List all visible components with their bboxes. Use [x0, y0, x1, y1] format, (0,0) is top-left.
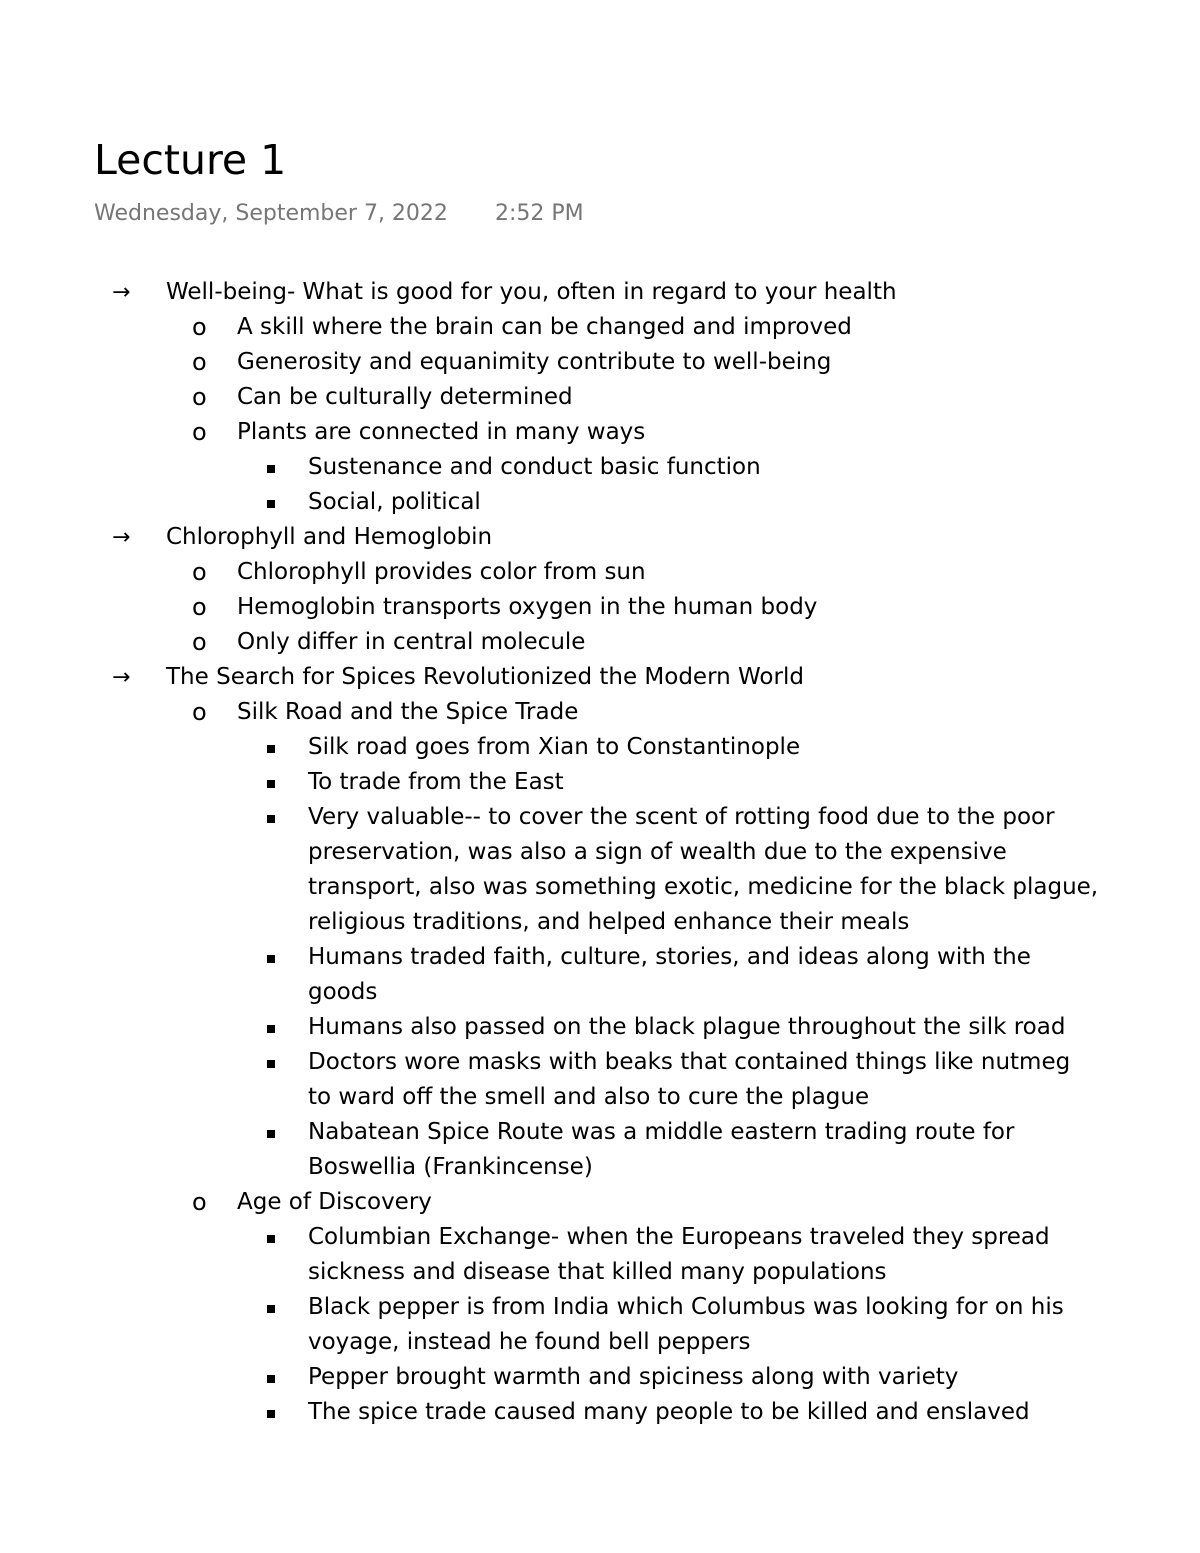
outline-line-text: goods — [308, 979, 378, 1005]
square-bullet-icon — [267, 465, 275, 473]
outline-line-text: Pepper brought warmth and spiciness along with variety — [308, 1364, 959, 1390]
outline-line-level-1 — [0, 520, 1200, 555]
arrow-bullet-icon: → — [112, 280, 131, 305]
circle-bullet-icon: o — [192, 313, 207, 341]
outline-line-level-2 — [0, 555, 1200, 590]
outline-line-text: religious traditions, and helped enhance their meals — [308, 909, 910, 935]
square-bullet-icon — [267, 1235, 275, 1243]
outline-line-level-3 — [0, 1395, 1200, 1430]
outline-line-level-3 — [0, 1080, 1200, 1115]
square-bullet-icon — [267, 1410, 275, 1418]
circle-bullet-icon: o — [192, 1188, 207, 1216]
outline-line-text: Columbian Exchange- when the Europeans traveled they spread — [308, 1224, 1050, 1250]
outline-line-level-3 — [0, 485, 1200, 520]
outline-line-text: Plants are connected in many ways — [237, 419, 646, 445]
outline-line-text: Hemoglobin transports oxygen in the human body — [237, 594, 818, 620]
outline-line-level-2 — [0, 1185, 1200, 1220]
circle-bullet-icon: o — [192, 628, 207, 656]
circle-bullet-icon: o — [192, 593, 207, 621]
outline-line-level-3 — [0, 905, 1200, 940]
outline-line-text: Humans traded faith, culture, stories, and ideas along with the — [308, 944, 1031, 970]
outline-line-text: Chlorophyll and Hemoglobin — [166, 524, 493, 550]
outline-line-text: Doctors wore masks with beaks that contained things like nutmeg — [308, 1049, 1071, 1075]
outline-line-text: voyage, instead he found bell peppers — [308, 1329, 751, 1355]
outline-line-text: To trade from the East — [308, 769, 564, 795]
outline-line-text: Very valuable-- to cover the scent of rotting food due to the poor — [308, 804, 1055, 830]
square-bullet-icon — [267, 1305, 275, 1313]
circle-bullet-icon: o — [192, 383, 207, 411]
outline-line-level-1 — [0, 660, 1200, 695]
square-bullet-icon — [267, 955, 275, 963]
outline-line-text: sickness and disease that killed many populations — [308, 1259, 887, 1285]
page-timestamp — [94, 199, 584, 229]
outline-line-level-1 — [0, 275, 1200, 310]
outline-line-text: Humans also passed on the black plague throughout the silk road — [308, 1014, 1066, 1040]
square-bullet-icon — [267, 815, 275, 823]
circle-bullet-icon: o — [192, 418, 207, 446]
square-bullet-icon — [267, 1025, 275, 1033]
square-bullet-icon — [267, 1375, 275, 1383]
outline-line-text: Generosity and equanimity contribute to well-being — [237, 349, 832, 375]
outline-line-text: Sustenance and conduct basic function — [308, 454, 761, 480]
circle-bullet-icon: o — [192, 558, 207, 586]
outline-line-level-3 — [0, 835, 1200, 870]
outline-line-level-3 — [0, 450, 1200, 485]
outline-line-level-3 — [0, 1255, 1200, 1290]
square-bullet-icon — [267, 1130, 275, 1138]
square-bullet-icon — [267, 1060, 275, 1068]
square-bullet-icon — [267, 745, 275, 753]
page-time: 2:52 PM — [495, 201, 584, 226]
outline-line-text: Chlorophyll provides color from sun — [237, 559, 646, 585]
outline-line-level-3 — [0, 1115, 1200, 1150]
outline-line-text: Silk road goes from Xian to Constantinople — [308, 734, 801, 760]
outline-line-text: Well-being- What is good for you, often in regard to your health — [166, 279, 897, 305]
outline-line-level-3 — [0, 1045, 1200, 1080]
arrow-bullet-icon: → — [112, 665, 131, 690]
outline-line-level-2 — [0, 695, 1200, 730]
outline-line-text: preservation, was also a sign of wealth due to the expensive — [308, 839, 1007, 865]
outline-line-text: Silk Road and the Spice Trade — [237, 699, 579, 725]
page-title: Lecture 1 — [94, 136, 287, 184]
outline-line-text: Only differ in central molecule — [237, 629, 586, 655]
outline-line-level-3 — [0, 940, 1200, 975]
outline-line-level-3 — [0, 1220, 1200, 1255]
outline-line-level-3 — [0, 1360, 1200, 1395]
outline-line-level-3 — [0, 1150, 1200, 1185]
circle-bullet-icon: o — [192, 348, 207, 376]
outline-line-level-3 — [0, 1010, 1200, 1045]
outline-line-level-2 — [0, 380, 1200, 415]
outline-line-level-3 — [0, 975, 1200, 1010]
page-date: Wednesday, September 7, 2022 — [94, 201, 448, 226]
arrow-bullet-icon: → — [112, 525, 131, 550]
outline-line-level-2 — [0, 345, 1200, 380]
outline-line-level-2 — [0, 625, 1200, 660]
outline-line-level-3 — [0, 730, 1200, 765]
outline-line-text: The Search for Spices Revolutionized the Modern World — [166, 664, 804, 690]
note-outline — [0, 275, 1200, 1430]
outline-line-level-3 — [0, 800, 1200, 835]
outline-line-level-3 — [0, 765, 1200, 800]
outline-line-text: The spice trade caused many people to be killed and enslaved — [308, 1399, 1030, 1425]
square-bullet-icon — [267, 500, 275, 508]
outline-line-level-3 — [0, 870, 1200, 905]
outline-line-text: Age of Discovery — [237, 1189, 432, 1215]
square-bullet-icon — [267, 780, 275, 788]
outline-line-level-2 — [0, 310, 1200, 345]
outline-line-text: transport, also was something exotic, medicine for the black plague, — [308, 874, 1099, 900]
outline-line-level-3 — [0, 1325, 1200, 1360]
outline-line-text: Can be culturally determined — [237, 384, 573, 410]
outline-line-text: Social, political — [308, 489, 481, 515]
outline-line-level-2 — [0, 590, 1200, 625]
outline-line-text: Boswellia (Frankincense) — [308, 1154, 593, 1180]
outline-line-text: Nabatean Spice Route was a middle eastern trading route for — [308, 1119, 1015, 1145]
outline-line-level-2 — [0, 415, 1200, 450]
circle-bullet-icon: o — [192, 698, 207, 726]
outline-line-text: A skill where the brain can be changed and improved — [237, 314, 852, 340]
outline-line-level-3 — [0, 1290, 1200, 1325]
outline-line-text: Black pepper is from India which Columbus was looking for on his — [308, 1294, 1064, 1320]
outline-line-text: to ward off the smell and also to cure the plague — [308, 1084, 870, 1110]
